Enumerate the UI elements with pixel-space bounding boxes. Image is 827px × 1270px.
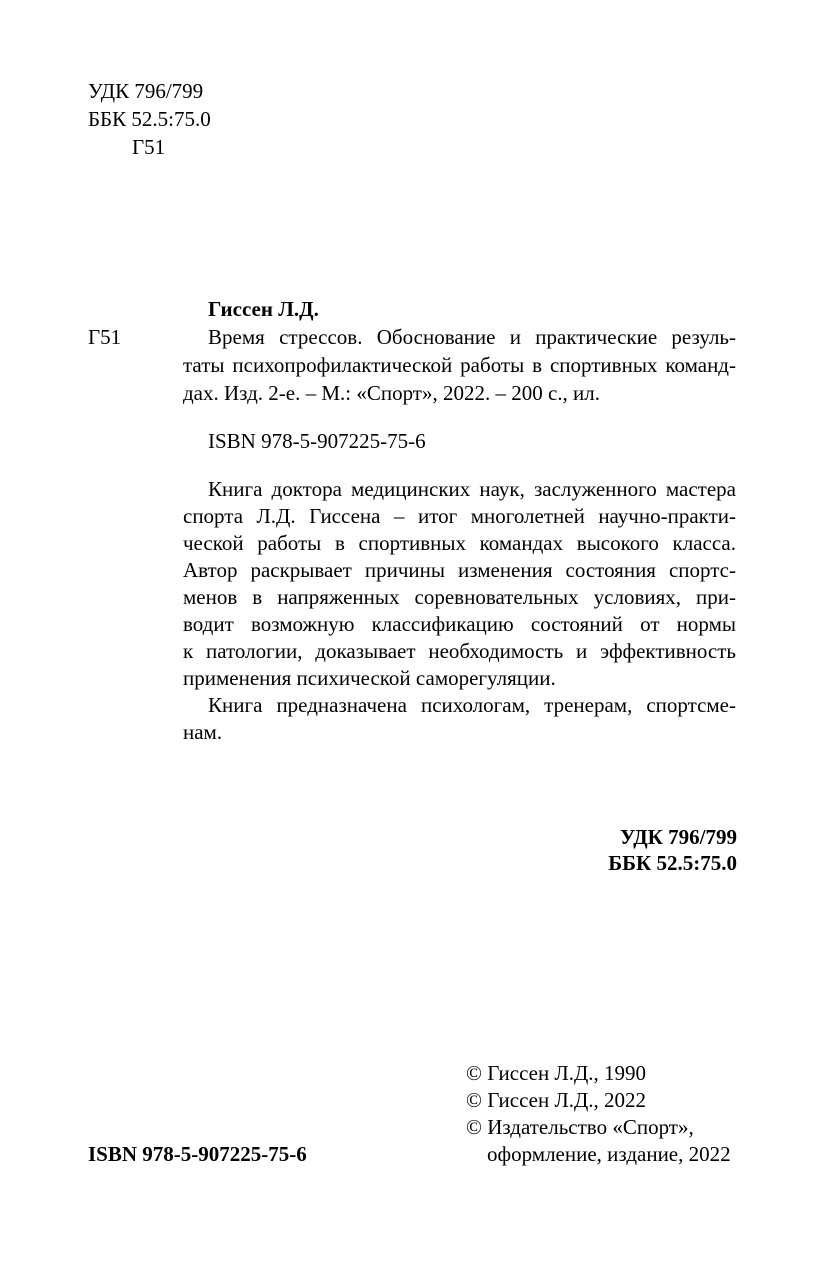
- entry-title-line-1: Время стрессов. Обоснование и практические резуль-: [208, 325, 736, 349]
- annotation-line-5: менов в напряженных соревновательных условиях, при-: [183, 585, 736, 609]
- copyright-line-3: © Издательство «Спорт»,: [466, 1115, 694, 1139]
- annotation-line-8: применения психической саморегуляции.: [183, 666, 556, 690]
- footer-isbn: ISBN 978-5-907225-75-6: [88, 1142, 307, 1166]
- copyright-line-1: © Гиссен Л.Д., 1990: [466, 1061, 647, 1085]
- entry-title-line-3: дах. Изд. 2-е. – М.: «Спорт», 2022. – 200 с., ил.: [183, 381, 601, 405]
- annotation-line-2: спорта Л.Д. Гиссена – итог многолетней научно-практи-: [183, 504, 736, 528]
- entry-isbn: ISBN 978-5-907225-75-6: [208, 429, 426, 453]
- annotation-line-1: Книга доктора медицинских наук, заслуженного мастера: [208, 477, 736, 501]
- header-author-code: Г51: [132, 135, 166, 159]
- entry-author: Гиссен Л.Д.: [208, 297, 319, 321]
- header-bbk: ББК 52.5:75.0: [88, 107, 211, 131]
- annotation-line-3: ческой работы в спортивных командах высокого класса.: [183, 531, 736, 555]
- annotation-line-7: к патологии, доказывает необходимость и эффективность: [183, 639, 736, 663]
- annotation-line-4: Автор раскрывает причины изменения состояния спортс-: [183, 558, 736, 582]
- header-udk: УДК 796/799: [88, 79, 204, 103]
- classification-udk: УДК 796/799: [619, 825, 737, 849]
- annotation-line-6: водит возможную классификацию состояний от нормы: [183, 612, 736, 636]
- classification-bbk: ББК 52.5:75.0: [608, 851, 737, 875]
- annotation-audience-line-2: нам.: [183, 720, 223, 744]
- entry-title-line-2: таты психопрофилактической работы в спортивных команд-: [183, 353, 736, 377]
- copyright-line-2: © Гиссен Л.Д., 2022: [466, 1088, 647, 1112]
- copyright-line-4: оформление, издание, 2022: [487, 1142, 731, 1166]
- entry-code: Г51: [88, 325, 122, 349]
- annotation-audience-line-1: Книга предназначена психологам, тренерам, спортсме-: [208, 693, 736, 717]
